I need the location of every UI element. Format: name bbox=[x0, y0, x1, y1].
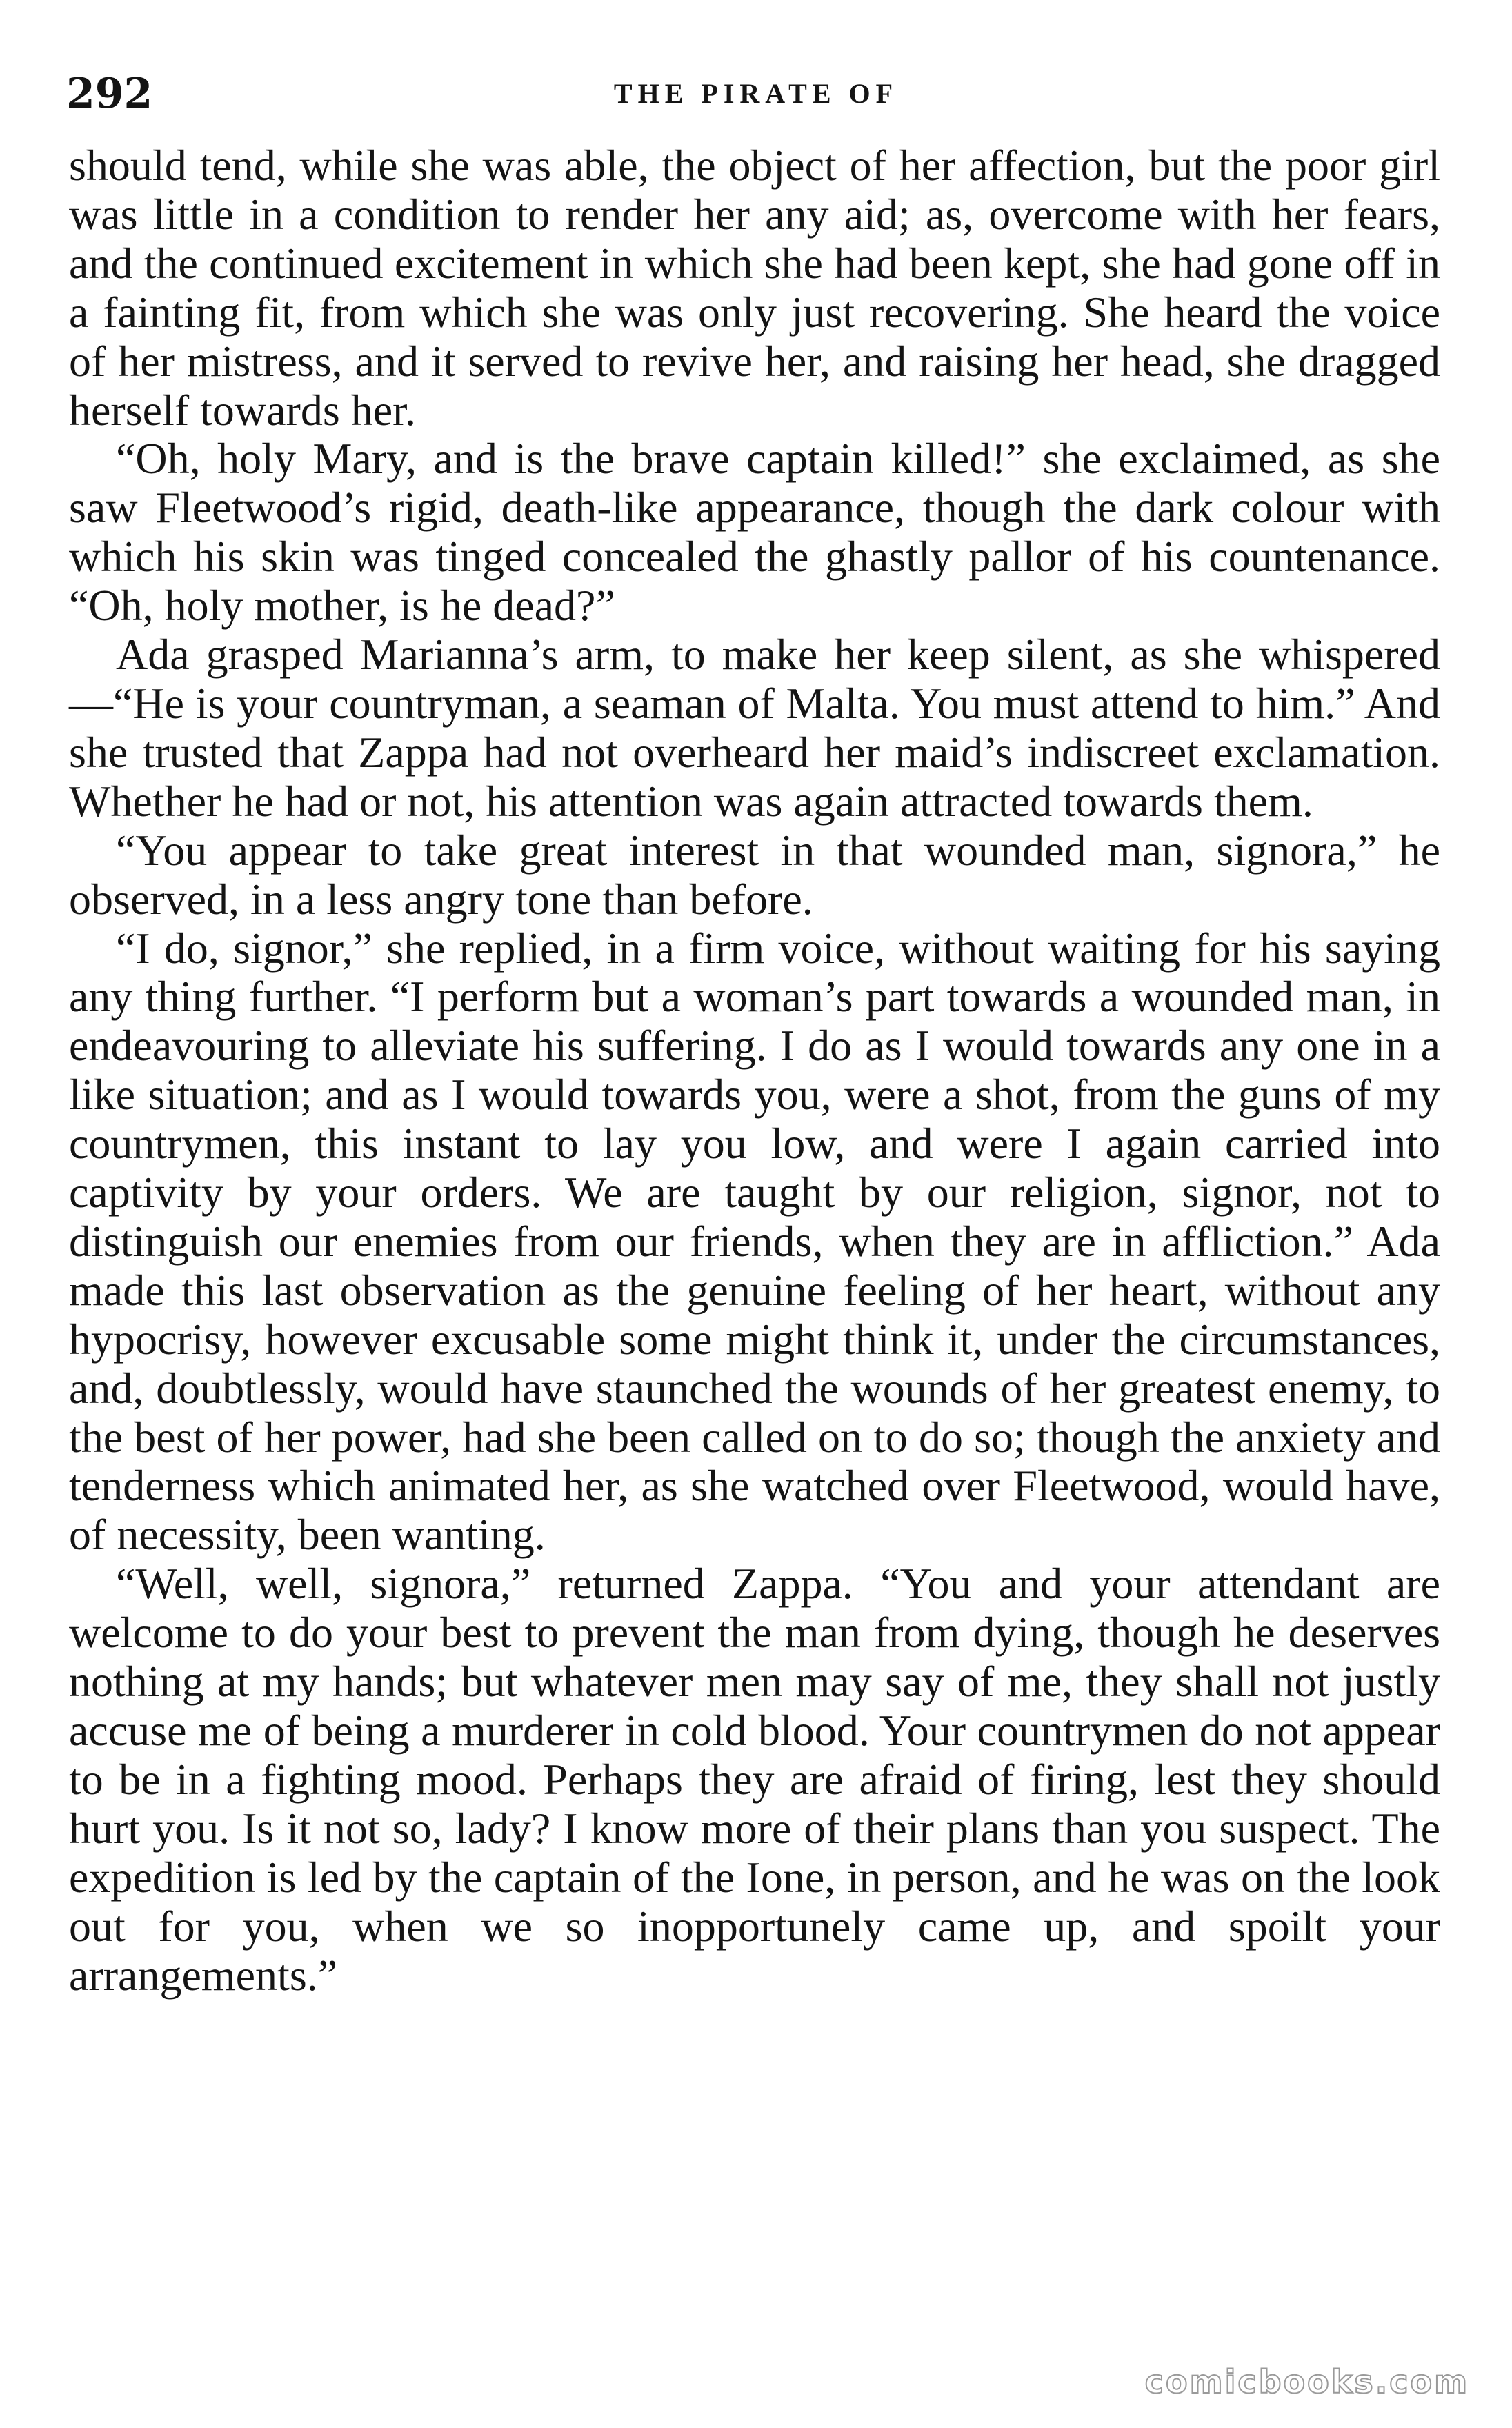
watermark: comicbooks.com bbox=[1144, 2363, 1469, 2400]
paragraph: Ada grasped Marianna’s arm, to make her keep silent, as she whispered—“He is your countryman, a seaman of Malta. You must attend to him.” And she trusted that Zappa had not overheard her maid’s indiscreet exclamation. Whether he had or not, his attention was again attracted towards them. bbox=[69, 630, 1440, 826]
page-number: 292 bbox=[66, 70, 153, 118]
running-title: THE PIRATE OF bbox=[613, 78, 899, 109]
paragraph: “You appear to take great interest in that wounded man, signora,” he observed, in a less angry tone than before. bbox=[69, 825, 1440, 924]
paragraph: should tend, while she was able, the object of her affection, but the poor girl was little in a condition to render her any aid; as, overcome with her fears, and the continued excitement in which she had been kept, she had gone off in a fainting fit, from which she was only just recovering. She heard the voice of her mistress, and it served to revive her, and raising her head, she dragged herself towards her. bbox=[69, 141, 1440, 435]
running-head bbox=[66, 66, 1446, 128]
body-text bbox=[69, 141, 1440, 2000]
paragraph: “Well, well, signora,” returned Zappa. “You and your attendant are welcome to do your best to prevent the man from dying, though he deserves nothing at my hands; but whatever men may say of me, they shall not justly accuse me of being a murderer in cold blood. Your countrymen do not appear to be in a fighting mood. Perhaps they are afraid of firing, lest they should hurt you. Is it not so, lady? I know more of their plans than you suspect. The expedition is led by the captain of the Ione, in person, and he was on the look out for you, when we so inopportunely came up, and spoilt your arrangements.” bbox=[69, 1559, 1440, 2000]
paragraph: “I do, signor,” she replied, in a firm voice, without waiting for his saying any thing further. “I perform but a woman’s part towards a wounded man, in endeavouring to alleviate his suffering. I do as I would towards any one in a like situation; and as I would towards you, were a shot, from the guns of my countrymen, this instant to lay you low, and were I again carried into captivity by your orders. We are taught by our religion, signor, not to distinguish our enemies from our friends, when they are in affliction.” Ada made this last observation as the genuine feeling of her heart, without any hypocrisy, however excusable some might think it, under the circumstances, and, doubtlessly, would have staunched the wounds of her greatest enemy, to the best of her power, had she been called on to do so; though the anxiety and tenderness which animated her, as she watched over Fleetwood, would have, of necessity, been wanting. bbox=[69, 923, 1440, 1560]
paragraph: “Oh, holy Mary, and is the brave captain killed!” she exclaimed, as she saw Fleetwood’s rigid, death-like appearance, though the dark colour with which his skin was tinged concealed the ghastly pallor of his countenance. “Oh, holy mother, is he dead?” bbox=[69, 434, 1440, 630]
